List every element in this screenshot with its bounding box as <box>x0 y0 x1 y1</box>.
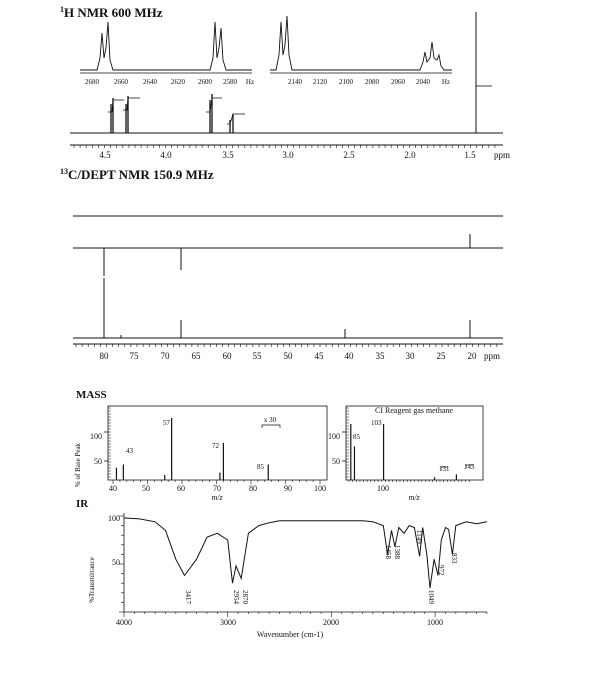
mass-peak-label: 131 <box>439 465 450 473</box>
mass-zoom-bracket <box>262 425 280 428</box>
inset2-tick-label: 2100 <box>339 78 353 86</box>
h-nmr-inset-2-trace <box>270 16 452 70</box>
inset2-unit: Hz <box>441 78 451 86</box>
mass-peak-label: 143 <box>464 463 475 471</box>
inset1-tick-label: 2580 <box>223 78 237 86</box>
c-unit-label: ppm <box>484 351 501 361</box>
h-nmr-peaks <box>111 94 233 133</box>
ir-xtick: 1000 <box>427 618 443 627</box>
inset2-tick-label: 2080 <box>365 78 379 86</box>
ir-peak-label: 2870 <box>241 590 249 604</box>
inset1-tick-label: 2620 <box>171 78 185 86</box>
mass-left-ytick: 100 <box>90 432 102 441</box>
h-nmr-inset-2-ticks <box>288 78 450 86</box>
ir-peak-label: 2954 <box>232 590 240 604</box>
mass-reagent-label: CI Reagent gas methane <box>375 406 453 415</box>
mass-left-xtick: 90 <box>284 484 292 493</box>
inset1-tick-label: 2640 <box>143 78 157 86</box>
mass-left-xtick: 50 <box>142 484 150 493</box>
mass-ylabel: % of Base Peak <box>74 442 82 488</box>
ir-peak-label: 1049 <box>427 590 435 604</box>
ir-trace <box>124 518 487 588</box>
ir-peak-label: 1149 <box>415 530 423 544</box>
ir-xtick: 3000 <box>220 618 236 627</box>
c-tick-label: 60 <box>222 351 232 361</box>
mass-left-xtick: 60 <box>177 484 185 493</box>
c-tick-label: 35 <box>375 351 385 361</box>
ir-ytick: 50 <box>112 558 120 567</box>
mass-left-xtick: 70 <box>213 484 221 493</box>
c-tick-label: 80 <box>99 351 109 361</box>
mass-left-ytick: 50 <box>94 457 102 466</box>
mass-right-ytick: 100 <box>328 432 340 441</box>
inset2-tick-label: 2040 <box>416 78 430 86</box>
mass-peak-label: 103 <box>371 419 382 427</box>
mass-right-ytick: 50 <box>332 457 340 466</box>
h-tick-label: 3.5 <box>222 150 234 160</box>
h-nmr-inset-2 <box>270 16 452 86</box>
inset1-tick-label: 2680 <box>85 78 99 86</box>
h-nmr-main <box>70 94 510 160</box>
ir-ylabel: %Transmittance <box>88 557 96 603</box>
mass-peak-label: 72 <box>212 442 219 450</box>
h-tick-label: 3.0 <box>282 150 294 160</box>
c-tick-label: 75 <box>129 351 139 361</box>
c-nmr-axis-ticks <box>76 344 497 347</box>
mass-right-frame <box>346 406 483 480</box>
ir-xtick: 2000 <box>323 618 339 627</box>
mass-right-panel <box>328 406 483 502</box>
h-nmr-inset-1-trace <box>80 22 252 70</box>
h-nmr-title: $^1$H NMR 600 MHz <box>60 5 163 20</box>
ir-peak-label: 3417 <box>184 590 192 604</box>
mass-right-xlabel: m/z <box>408 493 420 502</box>
h-nmr-inset-1 <box>80 22 254 86</box>
h-tick-label: 4.5 <box>99 150 111 160</box>
c-nmr-title: $^{13}$C/DEPT NMR 150.9 MHz <box>60 167 214 182</box>
c-tick-label: 45 <box>314 351 324 361</box>
c-tick-label: 65 <box>191 351 201 361</box>
c-nmr-traces <box>73 216 503 361</box>
h-nmr-inset-1-ticks <box>85 78 254 86</box>
h-nmr-tick-labels <box>99 150 510 160</box>
inset2-tick-label: 2140 <box>288 78 302 86</box>
inset1-tick-label: 2600 <box>198 78 212 86</box>
h-tick-label: 1.5 <box>464 150 476 160</box>
inset2-tick-label: 2120 <box>313 78 327 86</box>
ir-ytick: 100 <box>108 514 120 523</box>
mass-peak-label: 85 <box>353 433 360 441</box>
ir-peak-label: 972 <box>437 565 445 576</box>
c-tick-label: 20 <box>467 351 477 361</box>
mass-peak-label: 85 <box>257 463 264 471</box>
c-tick-label: 50 <box>283 351 293 361</box>
mass-right-minor-ticks <box>346 408 469 482</box>
mass-right-xtick: 100 <box>377 484 389 493</box>
c-nmr-peaks <box>104 234 470 338</box>
c-tick-label: 25 <box>436 351 446 361</box>
h-unit-label: ppm <box>494 150 511 160</box>
c-tick-label: 30 <box>405 351 415 361</box>
ir-xtick: 4000 <box>116 618 132 627</box>
ir-peak-label: 833 <box>450 553 458 564</box>
mass-left-peaks <box>116 418 268 480</box>
c-tick-label: 40 <box>344 351 354 361</box>
ir-xlabel: Wavenumber (cm-1) <box>256 630 324 639</box>
inset1-unit: Hz <box>245 78 255 86</box>
h-tick-label: 4.0 <box>160 150 172 160</box>
h-tick-label: 2.0 <box>404 150 416 160</box>
mass-zoom-label: x 30 <box>263 416 277 424</box>
ir-title: IR <box>76 498 89 510</box>
mass-left-xtick: 100 <box>314 484 326 493</box>
ir-peak-labels <box>184 530 458 605</box>
h-tick-label: 2.5 <box>343 150 355 160</box>
c-nmr-tick-labels <box>100 351 501 361</box>
mass-right-peaks <box>351 424 473 480</box>
inset1-tick-label: 2660 <box>114 78 128 86</box>
mass-peak-label: 43 <box>126 447 133 455</box>
mass-left-xlabel: m/z <box>211 493 223 502</box>
mass-left-panel <box>90 406 327 502</box>
mass-peak-label: 57 <box>163 419 170 427</box>
ir-peak-label: 1388 <box>393 545 401 559</box>
c-tick-label: 55 <box>252 351 262 361</box>
mass-left-xtick: 80 <box>249 484 257 493</box>
mass-left-xtick: 40 <box>109 484 117 493</box>
mass-left-xticks <box>109 484 326 493</box>
ir-panel <box>108 513 487 639</box>
ir-peak-label: 1458 <box>384 545 392 559</box>
c-tick-label: 70 <box>160 351 170 361</box>
mass-title: MASS <box>76 389 107 401</box>
inset2-tick-label: 2060 <box>391 78 405 86</box>
